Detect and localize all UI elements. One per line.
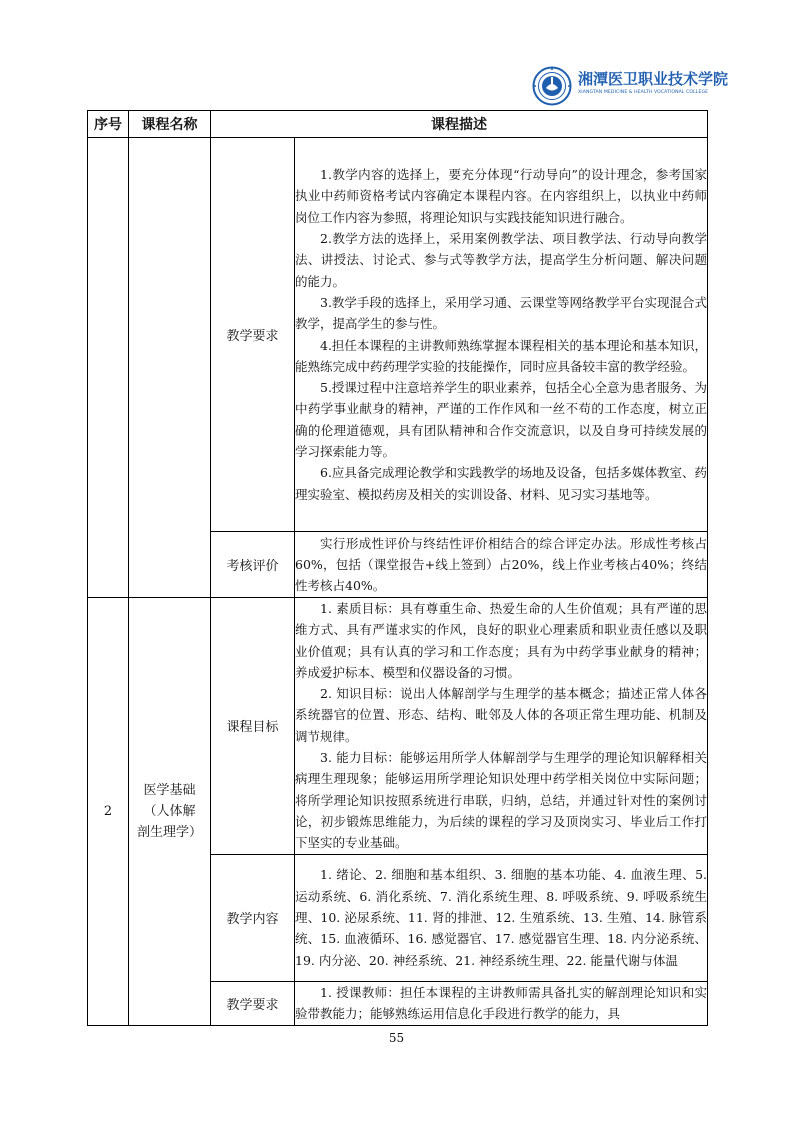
desc-assessment <box>295 532 708 598</box>
cell-index-continued <box>88 138 129 598</box>
desc-goals <box>295 598 708 855</box>
paragraph: 2.教学方法的选择上，采用案例教学法、项目教学法、行动导向教学法、讲授法、讨论式、参与式等教学方法，提高学生分析问题、解决问题的能力。 <box>295 231 707 289</box>
header-course-name: 课程名称 <box>129 111 211 138</box>
paragraph: 3. 能力目标：能够运用所学人体解剖学与生理学的理论知识解释相关病理生理现象；能够运用所学理论知识处理中药学相关岗位中实际问题；将所学理论知识按照系统进行串联，归纳，总结，并通过针对性的案例讨论，初步锻炼思维能力，为后续的课程的学习及顶岗实习、毕业后工作打下坚实的专业基础。 <box>295 750 707 851</box>
course-name-line: 剖生理学） <box>136 824 202 840</box>
table-row <box>88 138 708 532</box>
paragraph: 4.担任本课程的主讲教师熟练掌握本课程相关的基本理论和基本知识，能熟练完成中药药理学实验的技能操作，同时应具备较丰富的教学经验。 <box>295 337 707 374</box>
paragraph: 1. 授课教师：担任本课程的主讲教师需具备扎实的解剖理论知识和实验带教能力；能够熟练运用信息化手段进行教学的能力，具 <box>295 984 707 1022</box>
cell-index: 2 <box>88 598 129 1026</box>
course-name-line: 医学基础 <box>143 782 196 798</box>
sub-label-goals: 课程目标 <box>211 598 295 855</box>
table-header-row <box>88 111 708 138</box>
paragraph: 1. 绪论、2. 细胞和基本组织、3. 细胞的基本功能、4. 血液生理、5. 运动系统、6. 消化系统、7. 消化系统生理、8. 呼吸系统、9. 呼吸系统生理、10. 泌尿系统、11. 肾的排泄、12. 生殖系统、13. 生殖、14. 脉管系统、15. 血液循环、16. 感觉器官、17. 感觉器官生理、18. 内分泌系统、19. 内分泌、20. 神经系统、21. 神经系统生理、22. 能量代谢与体温 <box>295 867 707 968</box>
cell-course-name <box>129 598 211 1026</box>
paragraph: 3.教学手段的选择上，采用学习通、云课堂等网络教学平台实现混合式教学，提高学生的参与性。 <box>295 294 707 332</box>
header-index: 序号 <box>88 111 129 138</box>
desc-teaching-req-2 <box>295 981 708 1025</box>
paragraph: 实行形成性评价与终结性评价相结合的综合评定办法。形成性考核占60%，包括（课堂报告+线上签到）占20%，线上作业考核占40%；终结性考核占40%。 <box>295 535 707 594</box>
sub-label-content: 教学内容 <box>211 854 295 981</box>
paragraph: 5.授课过程中注意培养学生的职业素养，包括全心全意为患者服务、为中药学事业献身的精神，严谨的工作作风和一丝不苟的工作态度，树立正确的伦理道德观，具有团队精神和合作交流意识，以及自身可持续发展的学习探索能力等。 <box>295 380 707 459</box>
school-name-en: XIANGTAN MEDICINE & HEALTH VOCATIONAL COLLEGE <box>578 90 709 95</box>
paragraph: 6.应具备完成理论教学和实践教学的场地及设备，包括多媒体教室、药理实验室、模拟药房及相关的实训设备、材料、见习实习基地等。 <box>295 465 707 502</box>
course-name-line: （人体解 <box>143 803 196 819</box>
school-name-cn: 湘潭医卫职业技术学院 <box>578 70 729 88</box>
page-number: 55 <box>388 1031 405 1045</box>
desc-teaching-req-1 <box>295 138 708 532</box>
sub-label-teaching-req-2: 教学要求 <box>211 981 295 1025</box>
table-row <box>88 598 708 855</box>
sub-label-assessment: 考核评价 <box>211 532 295 598</box>
paragraph: 1.教学内容的选择上，要充分体现“行动导向”的设计理念，参考国家执业中药师资格考试内容确定本课程内容。在内容组织上，以执业中药师岗位工作内容为参照，将理论知识与实践技能知识进行融合。 <box>295 167 707 225</box>
sub-label-teaching-req-1: 教学要求 <box>211 138 295 532</box>
paragraph: 2. 知识目标：说出人体解剖学与生理学的基本概念；描述正常人体各系统器官的位置、形态、结构、毗邻及人体的各项正常生理功能、机制及调节规律。 <box>295 686 707 744</box>
desc-content <box>295 854 708 981</box>
paragraph: 1. 素质目标：具有尊重生命、热爱生命的人生价值观；具有严谨的思维方式、具有严谨求实的作风，良好的职业心理素质和职业责任感以及职业价值观；具有认真的学习和工作态度；具有为中药学事业献身的精神；养成爱护标本、模型和仪器设备的习惯。 <box>295 601 707 680</box>
course-table <box>87 110 708 1026</box>
school-logo <box>532 66 732 106</box>
header-course-description: 课程描述 <box>211 111 708 138</box>
cell-course-name-continued <box>129 138 211 598</box>
school-emblem-icon <box>532 66 572 106</box>
